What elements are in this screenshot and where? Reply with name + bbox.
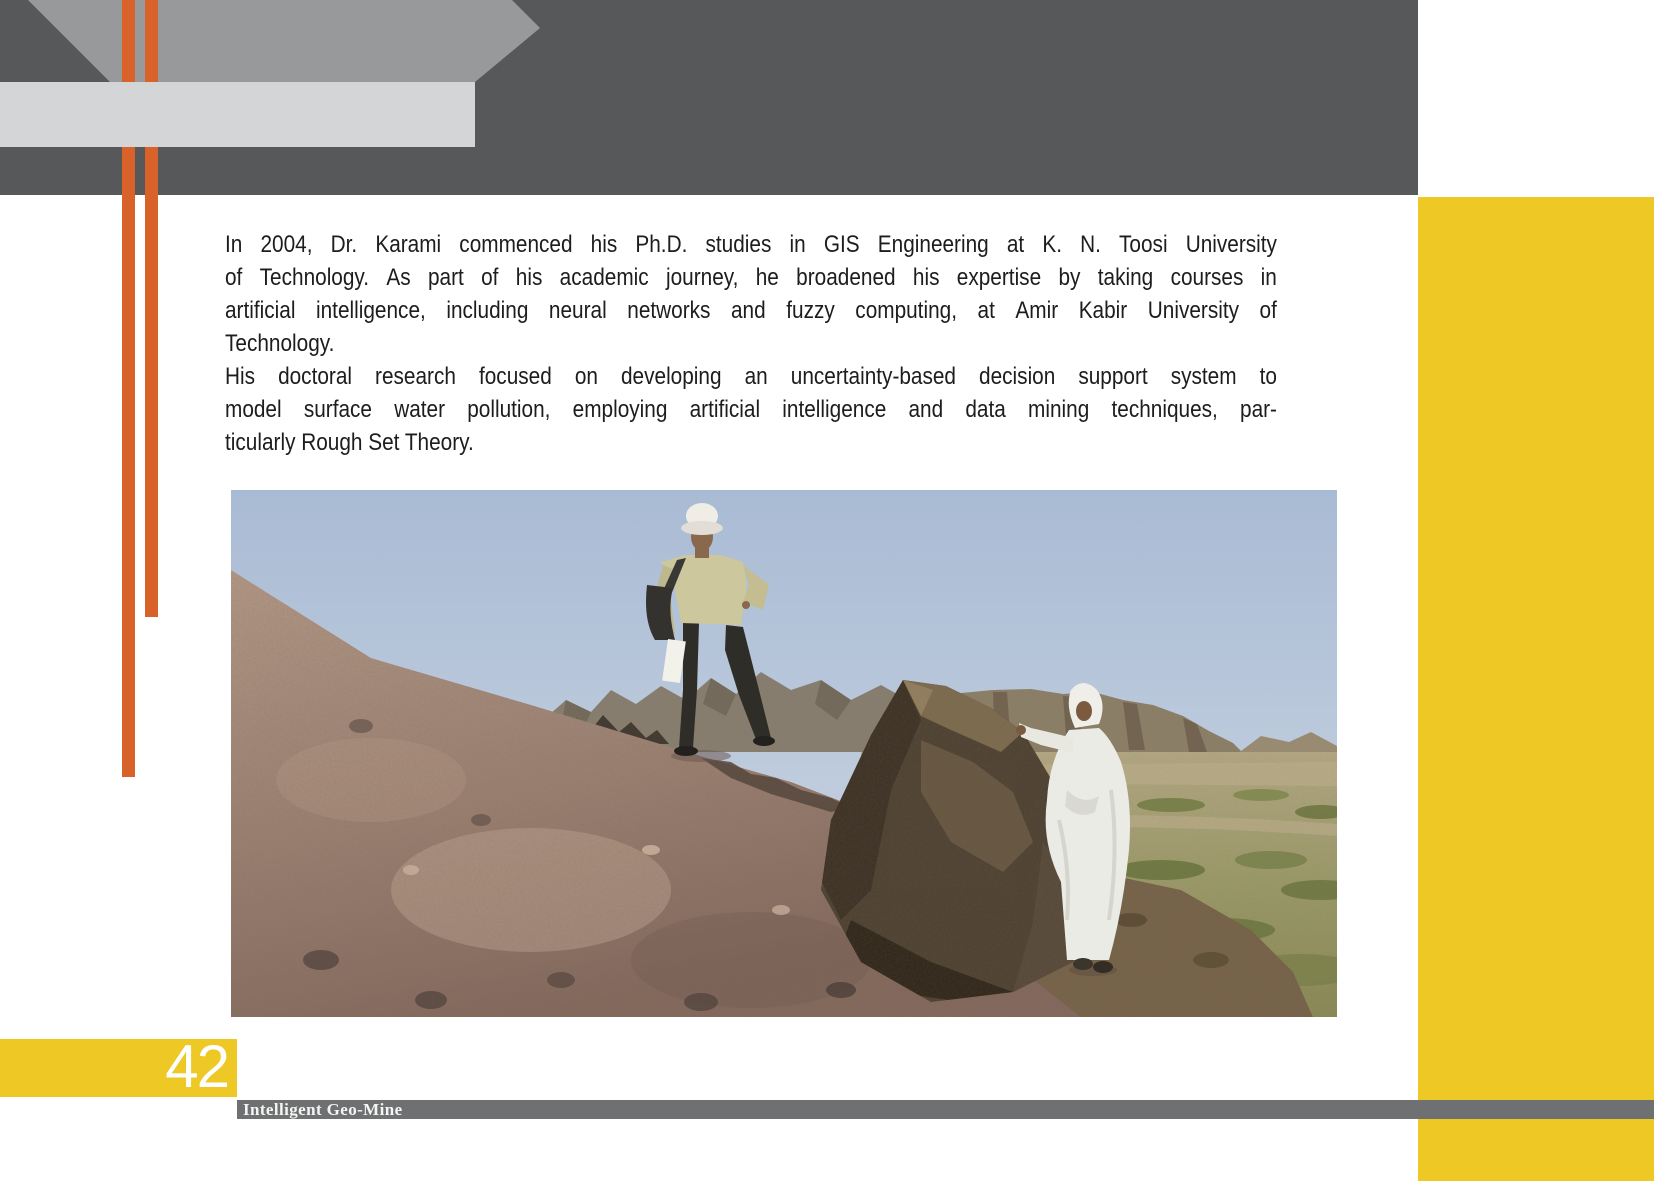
body-line: Technology. bbox=[225, 330, 335, 357]
body-line: His doctoral research focused on developing an uncertainty-based decision support system to bbox=[225, 363, 1277, 390]
header-light-bar bbox=[0, 82, 475, 147]
page-number-box bbox=[0, 1033, 237, 1100]
footer-bar bbox=[237, 1100, 1654, 1119]
footer-title: Intelligent Geo-Mine bbox=[243, 1100, 403, 1119]
field-photo bbox=[231, 490, 1337, 1017]
page-number: 42 bbox=[165, 1033, 228, 1100]
body-line: In 2004, Dr. Karami commenced his Ph.D. studies in GIS Engineering at K. N. Toosi University bbox=[225, 231, 1277, 258]
body-line: of Technology. As part of his academic journey, he broadened his expertise by taking courses in bbox=[225, 264, 1277, 291]
body-line: ticularly Rough Set Theory. bbox=[225, 429, 474, 456]
right-accent-strip bbox=[1418, 197, 1654, 1181]
body-line: artificial intelligence, including neural networks and fuzzy computing, at Amir Kabir University of bbox=[225, 297, 1277, 324]
body-line: model surface water pollution, employing artificial intelligence and data mining techniques, par- bbox=[225, 396, 1277, 423]
body-text bbox=[225, 228, 1277, 459]
body-text-inner bbox=[225, 228, 1277, 459]
